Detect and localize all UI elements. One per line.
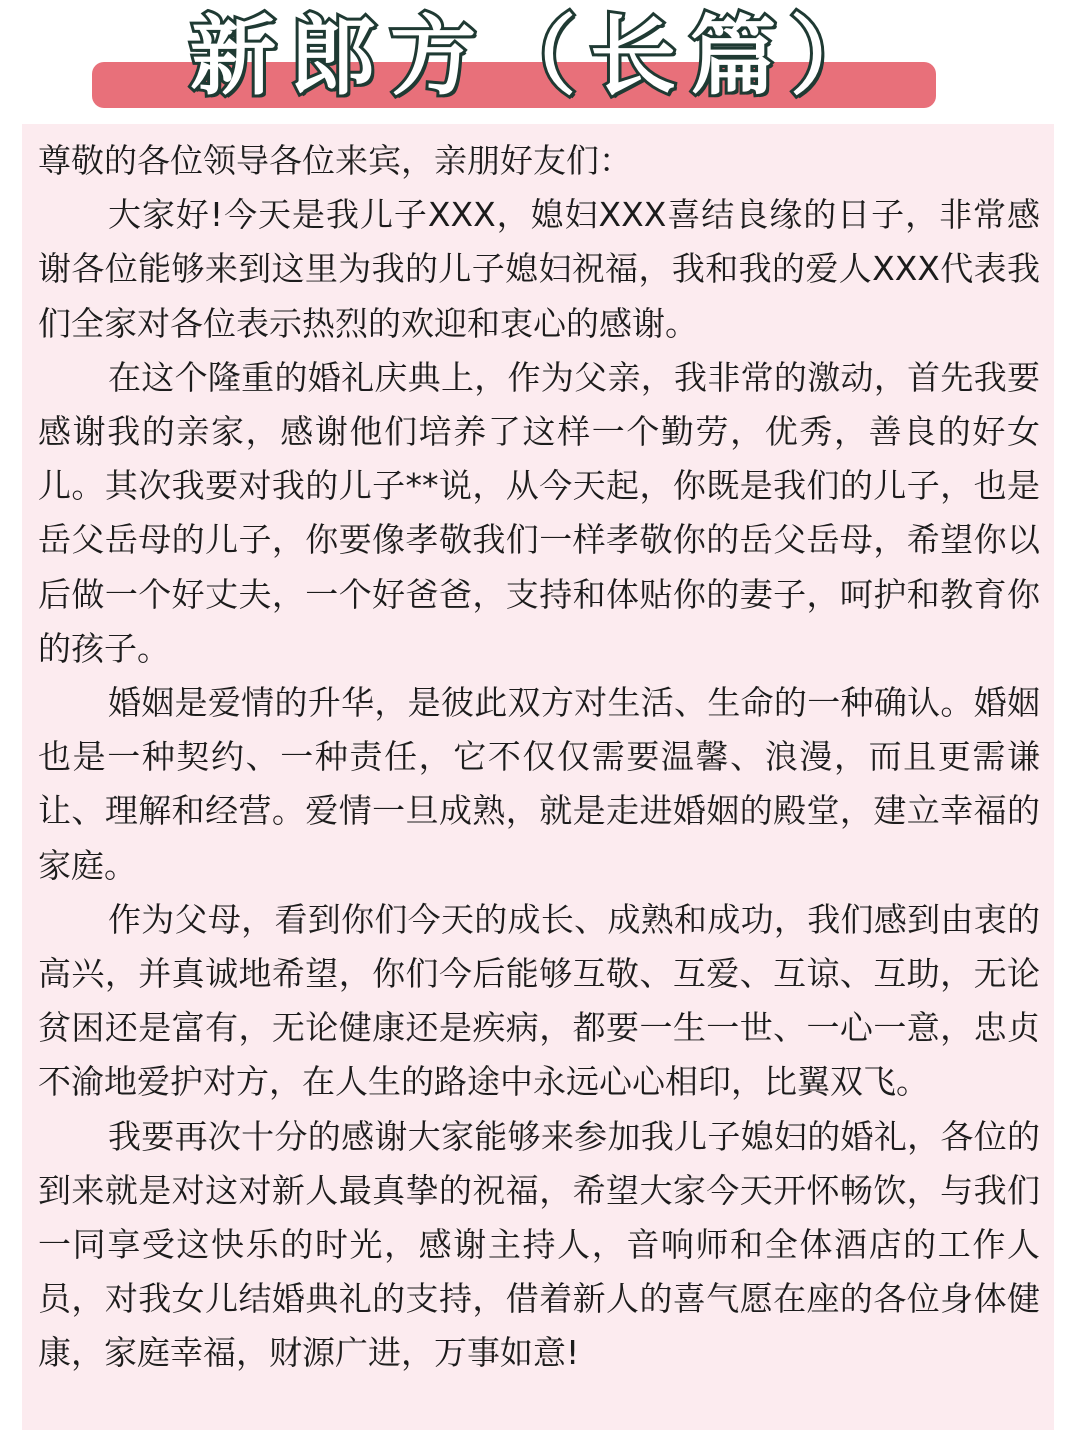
paragraph-welcome: 大家好!今天是我儿子XXX，媳妇XXX喜结良缘的日子，非常感谢各位能够来到这里为我的儿子媳妇祝福，我和我的爱人XXX代表我们全家对各位表示热烈的欢迎和衷心的感谢。 — [38, 195, 1040, 343]
paragraph-wishes: 作为父母，看到你们今天的成长、成熟和成功，我们感到由衷的高兴，并真诚地希望，你们今后能够互敬、互爱、互谅、互助，无论贫困还是富有，无论健康还是疾病，都要一生一世、一心一意，忠贞不渝地爱护对方，在人生的路途中永远心心相印，比翼双飞。 — [38, 899, 1040, 1102]
paragraph-closing: 我要再次十分的感谢大家能够来参加我儿子媳妇的婚礼，各位的到来就是对这对新人最真挚的祝福，希望大家今天开怀畅饮，与我们一同享受这快乐的时光，感谢主持人，音响师和全体酒店的工作人员，对我女儿结婚典礼的支持，借着新人的喜气愿在座的各位身体健康，家庭幸福，财源广进，万事如意! — [38, 1116, 1040, 1373]
speech-body — [22, 124, 1054, 1430]
salutation: 尊敬的各位领导各位来宾，亲朋好友们： — [38, 141, 632, 180]
title-banner — [0, 0, 1080, 120]
paragraph-thanks-in-laws: 在这个隆重的婚礼庆典上，作为父亲，我非常的激动，首先我要感谢我的亲家，感谢他们培养了这样一个勤劳，优秀，善良的好女儿。其次我要对我的儿子**说，从今天起，你既是我们的儿子，也是岳父岳母的儿子，你要像孝敬我们一样孝敬你的岳父岳母，希望你以后做一个好丈夫，一个好爸爸，支持和体贴你的妻子，呵护和教育你的孩子。 — [38, 357, 1040, 668]
paragraph-marriage: 婚姻是爱情的升华，是彼此双方对生活、生命的一种确认。婚姻也是一种契约、一种责任，它不仅仅需要温馨、浪漫，而且更需谦让、理解和经营。爱情一旦成熟，就是走进婚姻的殿堂，建立幸福的家庭。 — [38, 683, 1040, 885]
page-title: 新郎方（长篇） — [190, 7, 890, 107]
